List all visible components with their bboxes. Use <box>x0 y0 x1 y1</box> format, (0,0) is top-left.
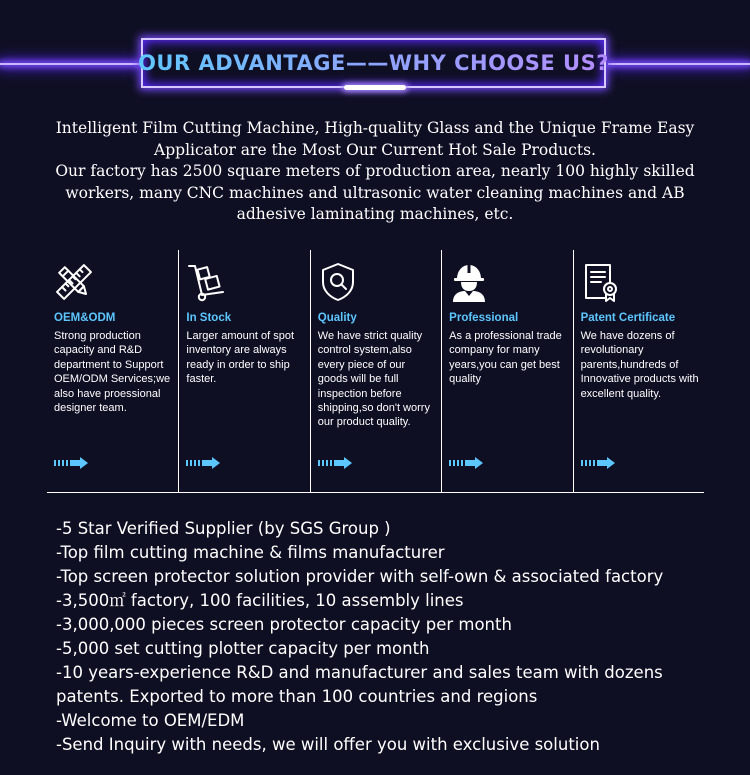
feature-text: Larger amount of spot inventory are always ready in order to ship faster. <box>186 330 295 386</box>
feature-quality <box>310 250 441 492</box>
hand-truck-icon <box>186 262 226 302</box>
feature-title: Professional <box>449 312 519 324</box>
intro-line-products: Intelligent Film Cutting Machine, High-quality Glass and the Unique Frame Easy Applicator are the Most Our Current Hot Sale Products. <box>55 119 695 159</box>
feature-text: We have dozens of revolutionary parents,hundreds of Innovative products with excellent quality. <box>580 330 699 400</box>
list-item: patents. Exported to more than 100 countries and regions <box>56 687 538 706</box>
title-banner <box>138 38 609 88</box>
feature-text: Strong production capacity and R&D department to Support OEM/ODM Services;we also have proessional designer team. <box>54 330 171 415</box>
list-item: -Top film cutting machine & films manufacturer <box>56 543 445 562</box>
list-item: -3,000,000 pieces screen protector capacity per month <box>56 615 512 634</box>
certificate-icon <box>581 262 621 302</box>
ruler-pencil-icon <box>54 262 94 302</box>
worker-helmet-icon <box>449 262 489 302</box>
intro-text <box>40 118 710 226</box>
features-row <box>47 250 704 492</box>
feature-patent-certificate <box>573 250 704 492</box>
list-item: -Top screen protector solution provider with self-own & associated factory <box>56 567 664 586</box>
arrow-right-icon[interactable] <box>54 456 88 468</box>
list-item: -5,000 set cutting plotter capacity per month <box>56 639 430 658</box>
list-item: -10 years-experience R&D and manufacturer and sales team with dozens <box>56 663 663 682</box>
advantage-list <box>56 517 736 757</box>
feature-title: Quality <box>317 312 357 324</box>
arrow-right-icon[interactable] <box>581 456 615 468</box>
feature-title: Patent Certificate <box>580 312 676 324</box>
arrow-right-icon[interactable] <box>186 456 220 468</box>
feature-text: As a professional trade company for many years,you can get best quality <box>449 330 562 386</box>
feature-in-stock <box>178 250 309 492</box>
title-underline <box>344 85 406 90</box>
arrow-right-icon[interactable] <box>318 456 352 468</box>
feature-professional <box>441 250 572 492</box>
list-item: -Welcome to OEM/EDM <box>56 711 245 730</box>
feature-title: OEM&ODM <box>54 312 116 324</box>
feature-oem-odm <box>47 250 178 492</box>
neon-line-right <box>608 63 750 65</box>
feature-title: In Stock <box>186 312 232 324</box>
page-title: OUR ADVANTAGE——WHY CHOOSE US? <box>138 51 609 75</box>
feature-text: We have strict quality control system,also every piece of our goods will be full inspection before shipping,so don't worry our product quality. <box>317 330 430 429</box>
arrow-right-icon[interactable] <box>449 456 483 468</box>
shield-search-icon <box>318 262 358 302</box>
list-item: -3,500㎡ factory, 100 facilities, 10 assembly lines <box>56 591 464 610</box>
list-item: -Send Inquiry with needs, we will offer you with exclusive solution <box>56 735 600 754</box>
neon-line-left <box>0 63 143 65</box>
list-item: -5 Star Verified Supplier (by SGS Group ) <box>56 519 391 538</box>
divider <box>47 492 704 493</box>
intro-line-factory: Our factory has 2500 square meters of production area, nearly 100 highly skilled workers, many CNC machines and ultrasonic water cleaning machines and AB adhesive laminating machines, etc. <box>55 162 695 223</box>
